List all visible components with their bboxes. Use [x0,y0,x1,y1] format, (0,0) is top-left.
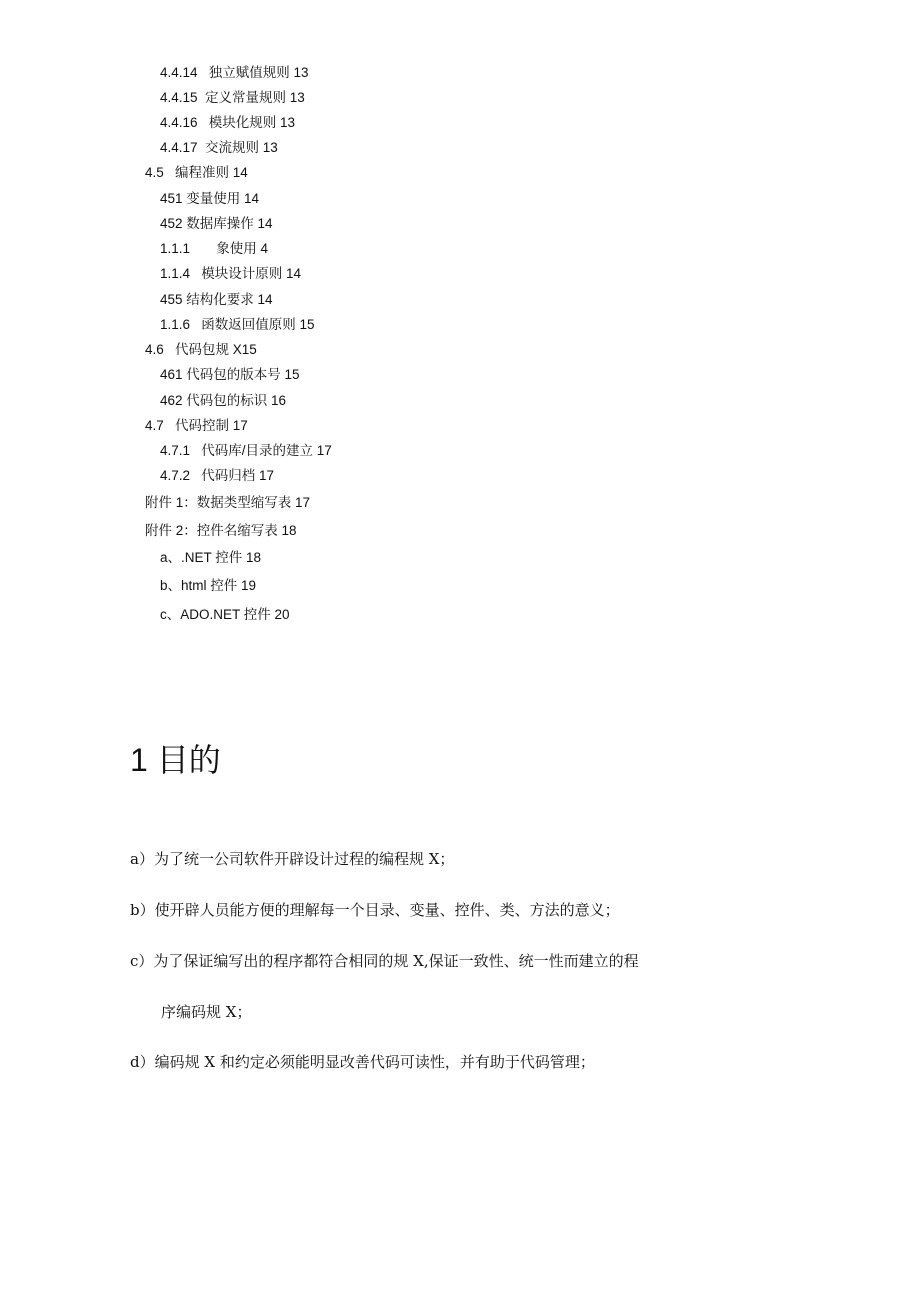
toc-entry: 4.4.16 模块化规则 13 [160,115,296,130]
toc-entry: 4.4.15 定义常量规则 13 [160,90,305,105]
paragraph: a）为了统一公司软件开辟设计过程的编程规 X； [130,850,455,868]
toc-entry: 4.7 代码控制 17 [145,418,248,433]
paragraph: d）编码规 X 和约定必须能明显改善代码可读性，并有助于代码管理； [130,1053,595,1071]
paragraph: b）使开辟人员能方便的理解每一个目录、变量、控件、类、方法的意义； [130,901,620,919]
toc-entry: 附件 2：控件名缩写表 18 [145,523,297,538]
toc-entry: 462 代码包的标识 16 [160,393,287,408]
paragraph: c）为了保证编写出的程序都符合相同的规 X,保证一致性、统一性而建立的程 [130,952,639,970]
toc-entry: 4.4.17 交流规则 13 [160,140,278,155]
toc-entry: a、.NET 控件 18 [160,550,262,565]
toc-entry: 4.5 编程准则 14 [145,165,248,180]
toc-entry: 4.6 代码包规 X15 [145,342,257,357]
toc-entry: 附件 1：数据类型缩写表 17 [145,495,311,510]
toc-entry: 461 代码包的版本号 15 [160,367,300,382]
toc-entry: 4.7.1 代码库/目录的建立 17 [160,443,332,458]
toc-entry: 1.1.6 函数返回值原则 15 [160,317,315,332]
toc-entry: 4.7.2 代码归档 17 [160,468,275,483]
toc-entry: 4.4.14 独立赋值规则 13 [160,65,309,80]
toc-entry: 451 变量使用 14 [160,191,260,206]
paragraph-continuation: 序编码规 X； [161,1003,252,1021]
toc-entry: 1.1.1 象使用 4 [160,241,269,256]
section-heading: 1 目的 [130,742,221,778]
toc-entry: c、ADO.NET 控件 20 [160,607,290,622]
toc-entry: b、html 控件 19 [160,578,257,593]
toc-entry: 455 结构化要求 14 [160,292,273,307]
toc-entry: 1.1.4 模块设计原则 14 [160,266,302,281]
toc-entry: 452 数据库操作 14 [160,216,273,231]
